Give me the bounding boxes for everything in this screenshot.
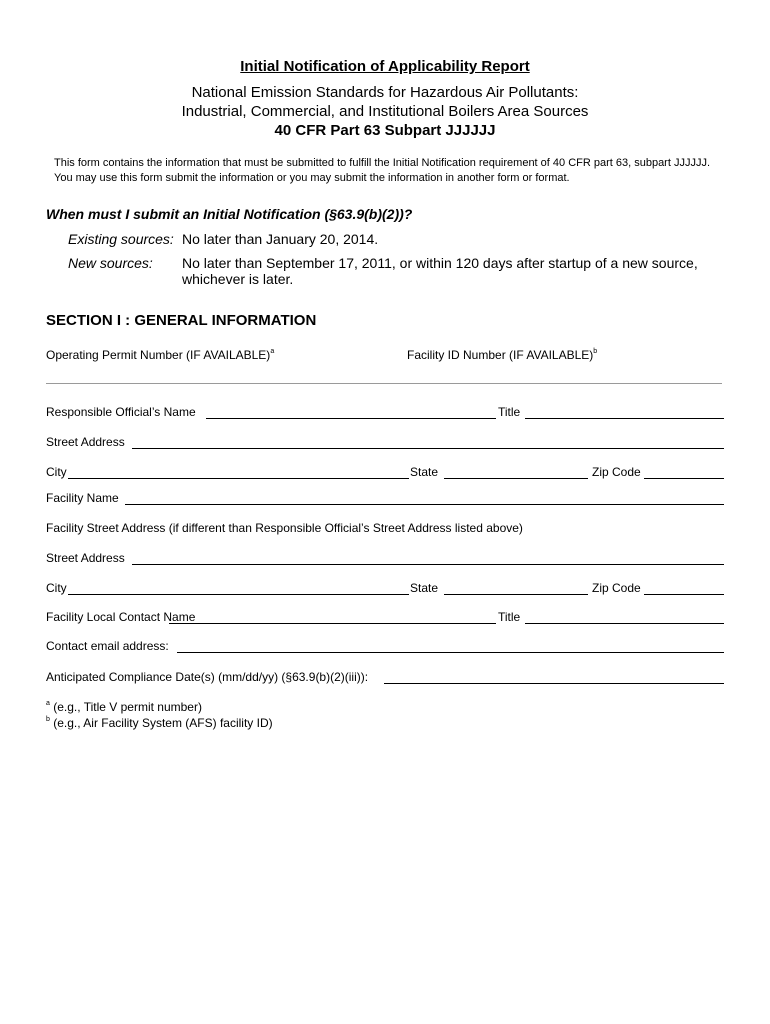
section-heading: SECTION I : GENERAL INFORMATION xyxy=(46,312,317,329)
city-label: City xyxy=(46,465,67,479)
operating-permit-label: Operating Permit Number (IF AVAILABLE)$^a$ xyxy=(46,348,275,362)
contact-title-label: Title xyxy=(498,610,521,624)
facility-id-label: Facility ID Number (IF AVAILABLE)$^b$ xyxy=(407,348,598,362)
existing-sources-text: No later than January 20, 2014. xyxy=(182,231,379,247)
zip-label: Zip Code xyxy=(592,465,641,479)
contact-title-field[interactable] xyxy=(525,623,724,624)
contact-email-label: Contact email address: xyxy=(46,639,169,653)
new-sources-text-line1: No later than September 17, 2011, or within 120 days after startup of a new source, xyxy=(182,255,698,271)
permit-id-entry-line[interactable] xyxy=(46,383,722,384)
facility-zip-field[interactable] xyxy=(644,594,724,595)
deadline-question: When must I submit an Initial Notification (§63.9(b)(2))? xyxy=(46,206,413,222)
state-label: State xyxy=(410,465,439,479)
form-subtitle-line1: National Emission Standards for Hazardous Air Pollutants: xyxy=(191,84,579,101)
contact-name-field[interactable] xyxy=(169,623,496,624)
contact-email-field[interactable] xyxy=(177,652,724,653)
street-address-field[interactable] xyxy=(132,448,724,449)
regulation-citation: 40 CFR Part 63 Subpart JJJJJJ xyxy=(274,122,496,139)
facility-city-label: City xyxy=(46,581,67,595)
new-sources-text-line2: whichever is later. xyxy=(182,271,294,287)
facility-street-address-label: Street Address xyxy=(46,551,125,565)
facility-city-field[interactable] xyxy=(68,594,409,595)
form-subtitle-line2: Industrial, Commercial, and Institutional Boilers Area Sources xyxy=(181,103,589,120)
city-field[interactable] xyxy=(68,478,409,479)
contact-name-label: Facility Local Contact Name xyxy=(46,610,196,624)
zip-field[interactable] xyxy=(644,478,724,479)
compliance-date-field[interactable] xyxy=(384,683,724,684)
responsible-official-label: Responsible Official’s Name xyxy=(46,405,196,419)
responsible-official-field[interactable] xyxy=(206,418,496,419)
facility-street-address-field[interactable] xyxy=(132,564,724,565)
compliance-date-label: Anticipated Compliance Date(s) (mm/dd/yy) (§63.9(b)(2)(iii)): xyxy=(46,670,369,684)
form-title: Initial Notification of Applicability Report xyxy=(240,58,530,75)
title-label: Title xyxy=(498,405,521,419)
facility-name-label: Facility Name xyxy=(46,491,119,505)
facility-zip-label: Zip Code xyxy=(592,581,641,595)
footnote-b: $^b$ (e.g., Air Facility System (AFS) facility ID) xyxy=(46,716,273,730)
new-sources-label: New sources: xyxy=(68,255,153,271)
intro-paragraph: This form contains the information that must be submitted to fulfill the Initial Notification requirement of 40 CFR part 63, subpart JJJJJJ. You may use this form submit the information or you may submit the information in another form or format. xyxy=(54,157,711,184)
facility-name-field[interactable] xyxy=(125,504,724,505)
facility-state-label: State xyxy=(410,581,439,595)
existing-sources-label: Existing sources: xyxy=(68,231,174,247)
facility-state-field[interactable] xyxy=(444,594,588,595)
street-address-label: Street Address xyxy=(46,435,125,449)
footnote-a: $^a$ (e.g., Title V permit number) xyxy=(46,700,202,714)
facility-street-note: Facility Street Address (if different than Responsible Official’s Street Address listed above) xyxy=(46,521,523,535)
state-field[interactable] xyxy=(444,478,588,479)
title-field[interactable] xyxy=(525,418,724,419)
